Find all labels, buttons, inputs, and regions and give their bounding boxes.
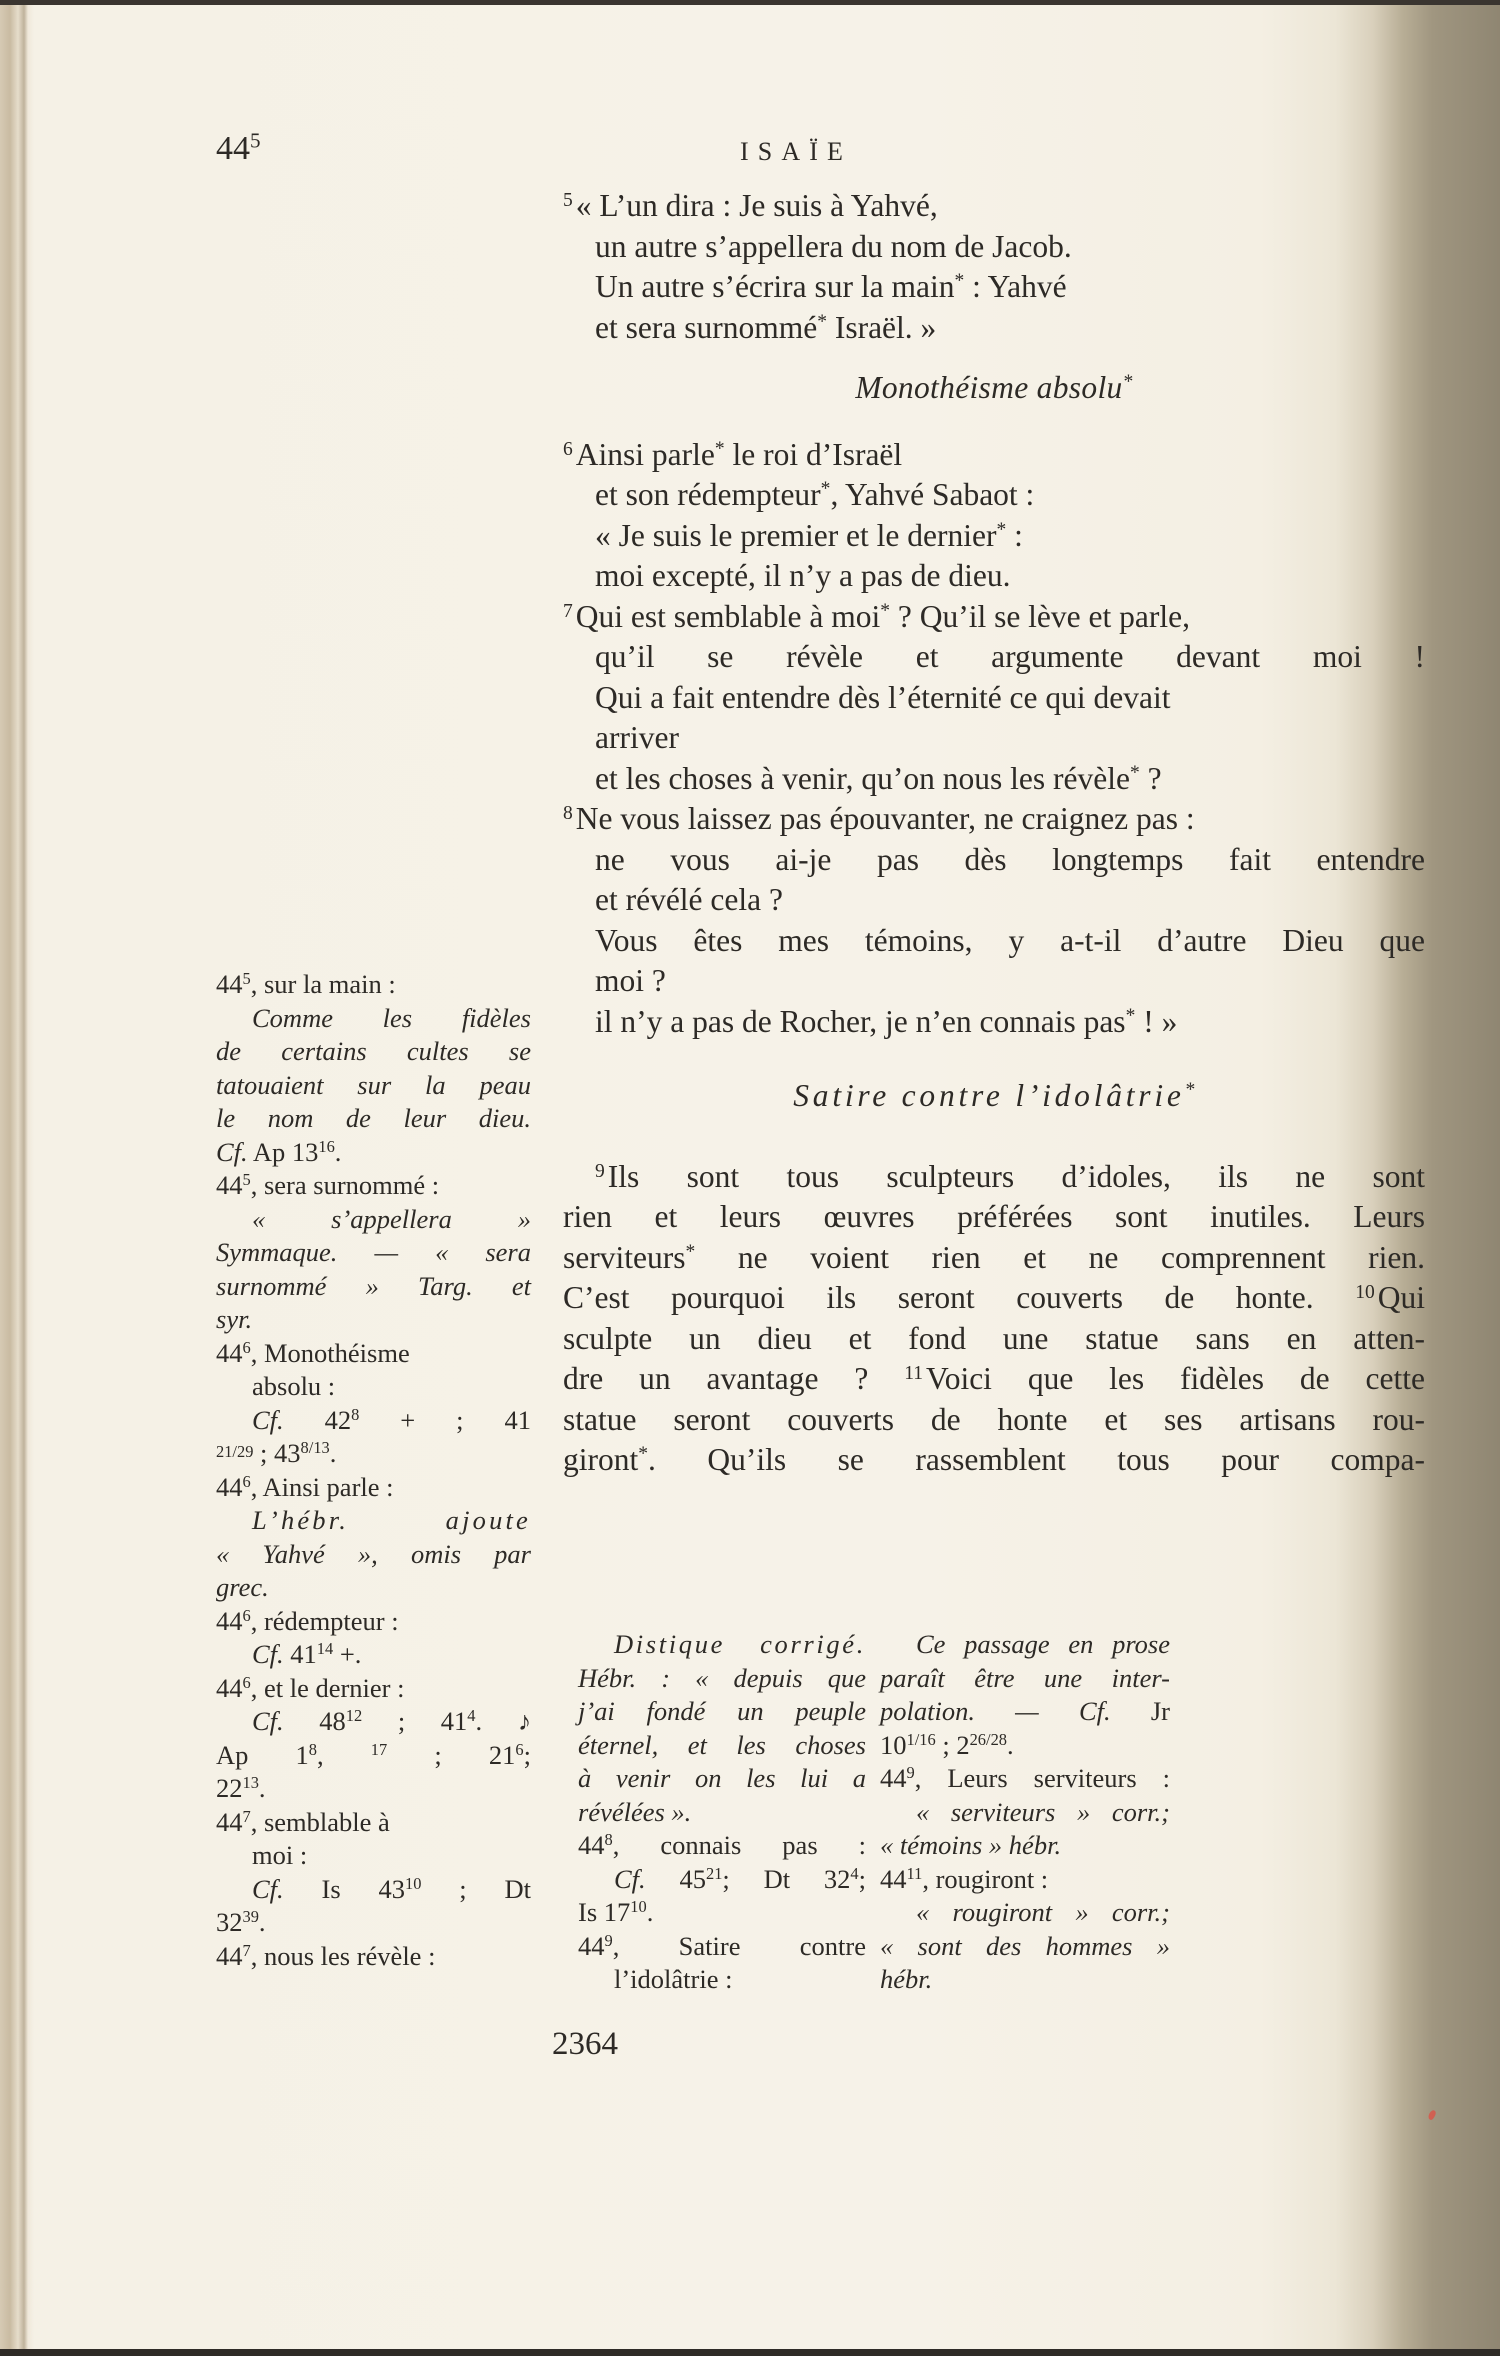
note-text: syr.: [216, 1304, 253, 1334]
note-asterisk: *: [1129, 761, 1140, 783]
note-reference: $44^7$, nous les révèle :: [216, 1940, 436, 1971]
verse-line: Vous êtes mes témoins, y a-t-il d’autre Dieu que: [595, 922, 1425, 958]
verse-line: Israël. »: [826, 309, 937, 345]
prose-line: Qui: [1377, 1280, 1425, 1315]
note-crossref: Cf. $41^{14}$ +.: [252, 1638, 362, 1669]
verse-line: et les choses à venir, qu’on nous les révèle: [595, 760, 1130, 796]
verse-number: 9: [595, 1160, 605, 1182]
note-text: de certains cultes se: [216, 1036, 531, 1066]
note-text: à venir on les lui a: [578, 1763, 866, 1793]
note-reference: $44^6$, rédempteur :: [216, 1605, 399, 1636]
note-crossref: Cf. Ap $13^{16}$.: [216, 1136, 342, 1167]
footnotes-column-3: [880, 1628, 1170, 1997]
verse-number: 7: [563, 600, 573, 622]
verse-line: moi ?: [595, 963, 666, 998]
verse-number: 10: [1355, 1282, 1375, 1304]
prose-line: rien et leurs œuvres préférées sont inutiles. Leurs: [563, 1199, 1425, 1234]
note-crossref: Cf. $45^{21}$; Dt $32^4$;: [614, 1863, 866, 1894]
verse-line: il n’y a pas de Rocher, je n’en connais pas: [595, 1003, 1126, 1039]
note-text: Hébr. : « depuis que: [578, 1662, 866, 1693]
note-text: Comme les fidèles: [252, 1002, 531, 1033]
note-asterisk: *: [996, 518, 1007, 540]
chapter-number: 44: [216, 130, 250, 167]
note-reference: $44^6$, et le dernier :: [216, 1672, 405, 1703]
note-asterisk: *: [714, 437, 725, 459]
verse-line: Un autre s’écrira sur la main: [595, 269, 955, 304]
note-reference: absolu :: [252, 1371, 336, 1401]
prose-line: Ils sont tous sculpteurs d’idoles, ils ne sont: [607, 1158, 1425, 1194]
note-text: grec.: [216, 1572, 269, 1602]
note-text: « serviteurs » corr.;: [916, 1796, 1170, 1827]
chapter-verse-reference: [216, 130, 261, 168]
note-crossref: Ap $1^8$, $^{17}$ ; $21^6$;: [216, 1739, 531, 1770]
prose-line: giront: [563, 1442, 639, 1477]
note-crossref: $10^{1/16}$ ; $2^{26/28}$.: [880, 1729, 1014, 1760]
section-heading: [563, 1076, 1425, 1117]
prose-line: Voici que les fidèles de cette: [926, 1361, 1425, 1396]
note-text: le nom de leur dieu.: [216, 1103, 531, 1133]
note-text: L’hébr. ajoute: [252, 1505, 531, 1535]
note-text: surnommé » Targ. et: [216, 1270, 531, 1301]
note-crossref: Cf. $42^8$ + ; 41: [252, 1404, 531, 1435]
page-bottom-edge: [0, 2349, 1500, 2356]
verse-line: « L’un dira : Je suis à Yahvé,: [575, 188, 938, 223]
note-text: Distique corrigé.: [614, 1629, 866, 1659]
prose-line: sculpte un dieu et fond une statue sans en atten-: [563, 1320, 1425, 1356]
verse-line: : Yahvé: [964, 269, 1067, 304]
main-text: [563, 186, 1425, 1481]
verse-8: [563, 799, 1425, 1042]
running-title: ISAÏE: [740, 137, 852, 166]
verse-line: ?: [1139, 760, 1162, 796]
page-number: 2364: [552, 2026, 618, 2062]
verse-number: 5: [563, 190, 573, 212]
note-crossref: $32^{39}$.: [216, 1906, 266, 1937]
verse-line: , Yahvé Sabaot :: [830, 477, 1035, 512]
note-reference: $44^9$, Satire contre: [578, 1930, 866, 1961]
verse-5: [563, 186, 1425, 348]
note-crossref: Cf. Is $43^{10}$ ; Dt: [252, 1873, 531, 1904]
note-reference: $44^5$, sera surnommé :: [216, 1169, 440, 1200]
verse-line: le roi d’Israël: [724, 436, 903, 472]
note-text: « sont des hommes »: [880, 1930, 1170, 1961]
margin-notes: [216, 968, 531, 1973]
prose-line: ne voient rien et ne comprennent rien.: [695, 1239, 1425, 1275]
note-text: Ce passage en prose: [916, 1629, 1170, 1659]
prose-line: C’est pourquoi ils seront couverts de honte.: [563, 1280, 1356, 1315]
verse-line: qu’il se révèle et argumente devant moi !: [595, 639, 1425, 674]
verse-line: et révélé cela ?: [595, 882, 783, 917]
footnotes-column-2: [578, 1628, 866, 1997]
note-asterisk: *: [820, 478, 831, 500]
verse-line: un autre s’appellera du nom de Jacob.: [595, 228, 1072, 264]
note-text: « Yahvé », omis par: [216, 1538, 531, 1569]
note-crossref: Cf. $48^{12}$ ; $41^4$. ♪: [252, 1705, 531, 1736]
note-asterisk: *: [1122, 371, 1133, 393]
verse-line: ne vous ai-je pas dès longtemps fait entendre: [595, 841, 1425, 877]
note-text: « témoins » hébr.: [880, 1830, 1062, 1860]
note-reference: $44^6$, Monothéisme: [216, 1337, 410, 1368]
note-text: « s’appellera »: [252, 1203, 531, 1234]
verse-line: et son rédempteur: [595, 477, 821, 512]
note-crossref: polation. — Cf. Jr: [880, 1696, 1170, 1726]
note-asterisk: *: [638, 1443, 649, 1465]
verse-line: Qui a fait entendre dès l’éternité ce qui devait: [595, 679, 1171, 715]
note-crossref: Is $17^{10}$.: [578, 1896, 654, 1927]
prose-line: serviteurs: [563, 1239, 686, 1275]
verse-line: :: [1006, 517, 1023, 553]
verse-line: Ainsi parle: [575, 436, 715, 472]
section-heading: [563, 368, 1425, 409]
verse-number: 5: [250, 128, 261, 153]
note-text: Symmaque. — « sera: [216, 1237, 531, 1267]
note-reference: $44^7$, semblable à: [216, 1806, 390, 1837]
verse-6: [563, 435, 1425, 597]
note-text: tatouaient sur la peau: [216, 1069, 531, 1100]
note-asterisk: *: [817, 310, 827, 332]
note-asterisk: *: [685, 1240, 696, 1262]
note-crossref: $22^{13}$.: [216, 1772, 266, 1803]
note-text: hébr.: [880, 1964, 933, 1994]
note-reference: $44^9$, Leurs serviteurs :: [880, 1762, 1170, 1793]
section-heading-text: Satire contre l’idolâtrie: [793, 1078, 1185, 1113]
note-text: j’ai fondé un peuple: [578, 1696, 866, 1726]
verse-line: moi excepté, il n’y a pas de dieu.: [595, 558, 1011, 593]
verse-number: 6: [563, 438, 573, 460]
note-reference: moi :: [252, 1840, 308, 1870]
note-text: éternel, et les choses: [578, 1729, 866, 1760]
page-top-edge: [0, 0, 1500, 5]
verse-7: [563, 597, 1425, 800]
prose-line: statue seront couverts de honte et ses artisans rou-: [563, 1401, 1425, 1437]
note-text: paraît être une inter-: [880, 1662, 1170, 1693]
verse-line: Qui est semblable à moi: [575, 598, 881, 634]
note-asterisk: *: [1125, 1004, 1136, 1026]
verse-line: arriver: [595, 720, 679, 755]
note-asterisk: *: [954, 270, 965, 292]
note-crossref: $^{21/29}$ ; $43^{8/13}$.: [216, 1437, 337, 1468]
verse-line: ! »: [1135, 1003, 1178, 1039]
note-reference: $44^8$, connais pas :: [578, 1829, 866, 1860]
paper-stain: [1427, 2109, 1437, 2121]
section-heading-text: Monothéisme absolu: [855, 370, 1123, 405]
verse-line: Ne vous laissez pas épouvanter, ne craignez pas :: [575, 801, 1195, 836]
verse-number: 8: [563, 803, 573, 825]
note-text: révélées ».: [578, 1796, 692, 1827]
verse-line: ? Qu’il se lève et parle,: [889, 598, 1190, 634]
prose-line: . Qu’ils se rassemblent tous pour compa-: [648, 1442, 1425, 1477]
note-reference: $44^5$, sur la main :: [216, 968, 396, 999]
verse-line: et sera surnommé: [595, 309, 818, 345]
note-reference: $44^6$, Ainsi parle :: [216, 1471, 394, 1502]
prose-paragraph: [563, 1157, 1425, 1481]
prose-line: dre un avantage ?: [563, 1361, 905, 1396]
note-asterisk: *: [1184, 1079, 1195, 1101]
note-text: « rougiront » corr.;: [916, 1897, 1170, 1927]
note-asterisk: *: [880, 599, 890, 621]
verse-number: 11: [904, 1363, 923, 1385]
note-reference: l’idolâtrie :: [614, 1964, 733, 1994]
verse-line: « Je suis le premier et le dernier: [595, 517, 997, 553]
note-reference: $44^{11}$, rougiront :: [880, 1863, 1049, 1894]
